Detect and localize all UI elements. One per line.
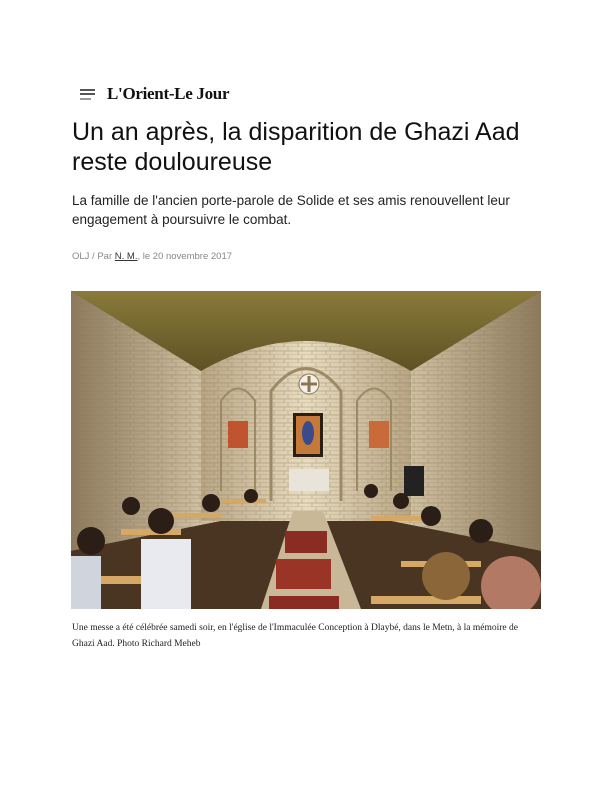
site-logo[interactable]: L'Orient-Le Jour bbox=[107, 84, 230, 103]
photo-caption: Une messe a été célébrée samedi soir, en l'église de l'Immaculée Conception à Dlaybé, dans le Metn, à la mémoire de Ghazi Aad. Photo Richard Meheb bbox=[72, 623, 518, 649]
author-link[interactable]: N. M. bbox=[114, 251, 138, 262]
article-byline bbox=[72, 251, 232, 262]
site-header bbox=[80, 84, 229, 104]
byline-date: , le 20 novembre 2017 bbox=[137, 251, 233, 262]
byline-source: OLJ / Par bbox=[72, 251, 115, 262]
hamburger-menu-icon[interactable] bbox=[80, 89, 95, 100]
article-title: Un an après, la disparition de Ghazi Aad reste douloureuse bbox=[72, 118, 520, 176]
article-subtitle: La famille de l'ancien porte-parole de Solide et ses amis renouvellent leur engagement à poursuivre le combat. bbox=[72, 193, 510, 227]
article-photo bbox=[71, 291, 541, 609]
church-interior-illustration bbox=[71, 291, 541, 609]
